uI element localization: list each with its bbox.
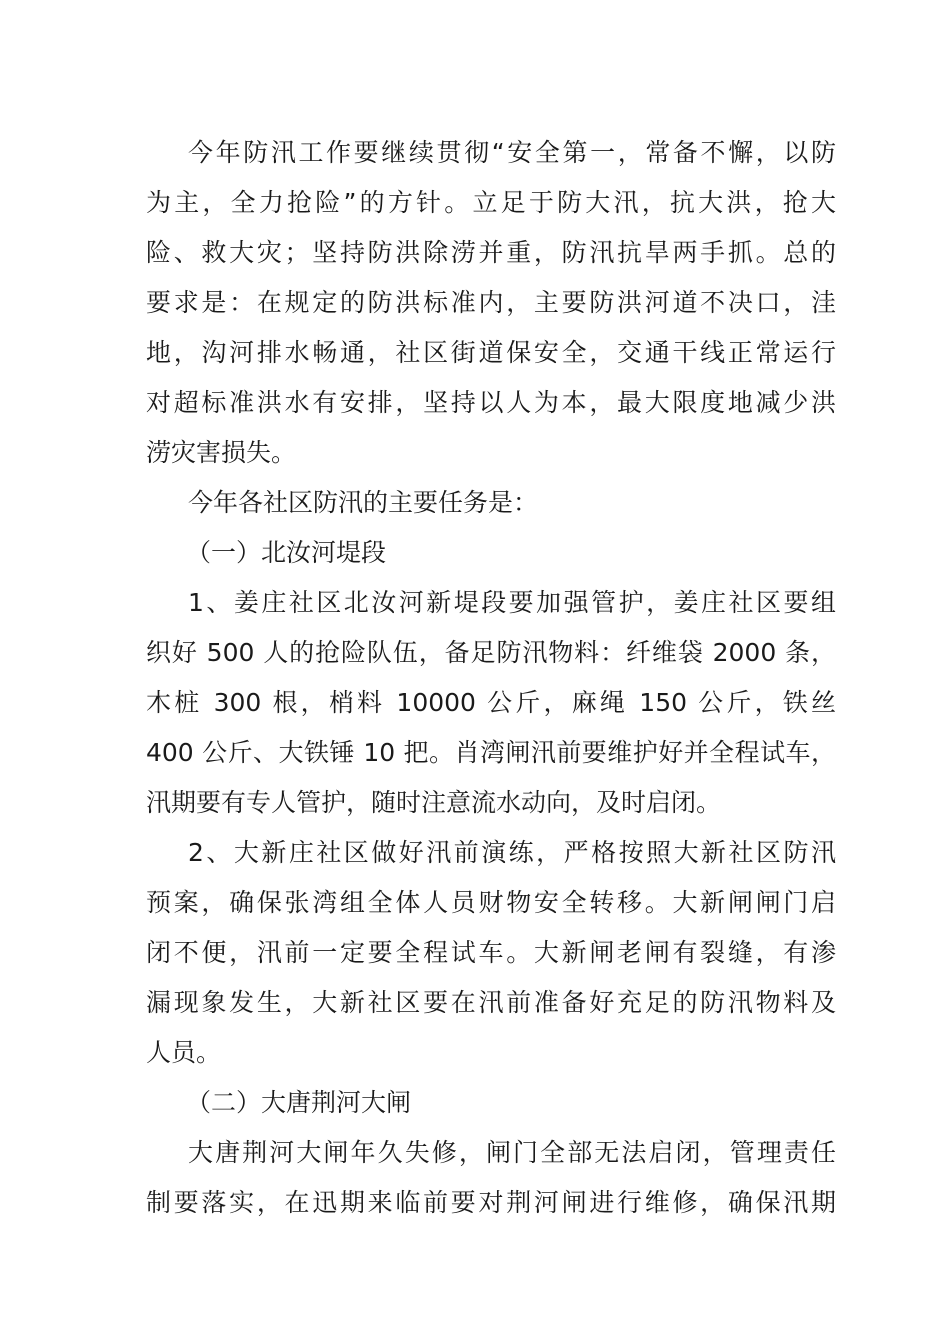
item-2-line-3: 闭不便，汛前一定要全程试车。大新闸老闸有裂缝，有渗 — [146, 938, 836, 967]
item-1-line-4: 400 公斤、大铁锤 10 把。肖湾闸汛前要维护好并全程试车， — [146, 738, 836, 767]
item-2-line-2: 预案，确保张湾组全体人员财物安全转移。大新闸闸门启 — [146, 888, 836, 917]
item-1-line-3: 木桩 300 根，梢料 10000 公斤，麻绳 150 公斤，铁丝 — [146, 688, 836, 717]
document-body — [146, 128, 836, 1228]
section-1-heading: （一）北汝河堤段 — [186, 538, 387, 567]
paragraph-1-line-3: 险、救大灾；坚持防洪除涝并重，防汛抗旱两手抓。总的 — [146, 238, 836, 267]
item-2-line-5: 人员。 — [146, 1038, 222, 1067]
paragraph-1-line-6: 对超标准洪水有安排，坚持以人为本，最大限度地减少洪 — [146, 388, 836, 417]
paragraph-1-line-4: 要求是：在规定的防洪标准内，主要防洪河道不决口，洼 — [146, 288, 836, 317]
paragraph-1-line-5: 地，沟河排水畅通，社区街道保安全，交通干线正常运行 — [146, 338, 836, 367]
paragraph-1-line-7: 涝灾害损失。 — [146, 438, 297, 467]
item-2-line-1: 2、大新庄社区做好汛前演练，严格按照大新社区防汛 — [188, 838, 836, 867]
section-2-line-2: 制要落实，在迅期来临前要对荆河闸进行维修，确保汛期 — [146, 1188, 836, 1217]
tasks-intro: 今年各社区防汛的主要任务是： — [188, 488, 539, 517]
section-2-heading: （二）大唐荆河大闸 — [186, 1088, 412, 1117]
item-1-line-5: 汛期要有专人管护，随时注意流水动向，及时启闭。 — [146, 788, 722, 817]
item-1-line-1: 1、姜庄社区北汝河新堤段要加强管护，姜庄社区要组 — [188, 588, 836, 617]
item-1-line-2: 织好 500 人的抢险队伍，备足防汛物料：纤维袋 2000 条， — [146, 638, 836, 667]
paragraph-1-line-2: 为主，全力抢险”的方针。立足于防大汛，抗大洪，抢大 — [146, 188, 836, 217]
item-2-line-4: 漏现象发生，大新社区要在汛前准备好充足的防汛物料及 — [146, 988, 836, 1017]
paragraph-1-line-1: 今年防汛工作要继续贯彻“安全第一，常备不懈，以防 — [188, 138, 836, 167]
section-2-line-1: 大唐荆河大闸年久失修，闸门全部无法启闭，管理责任 — [188, 1138, 836, 1167]
